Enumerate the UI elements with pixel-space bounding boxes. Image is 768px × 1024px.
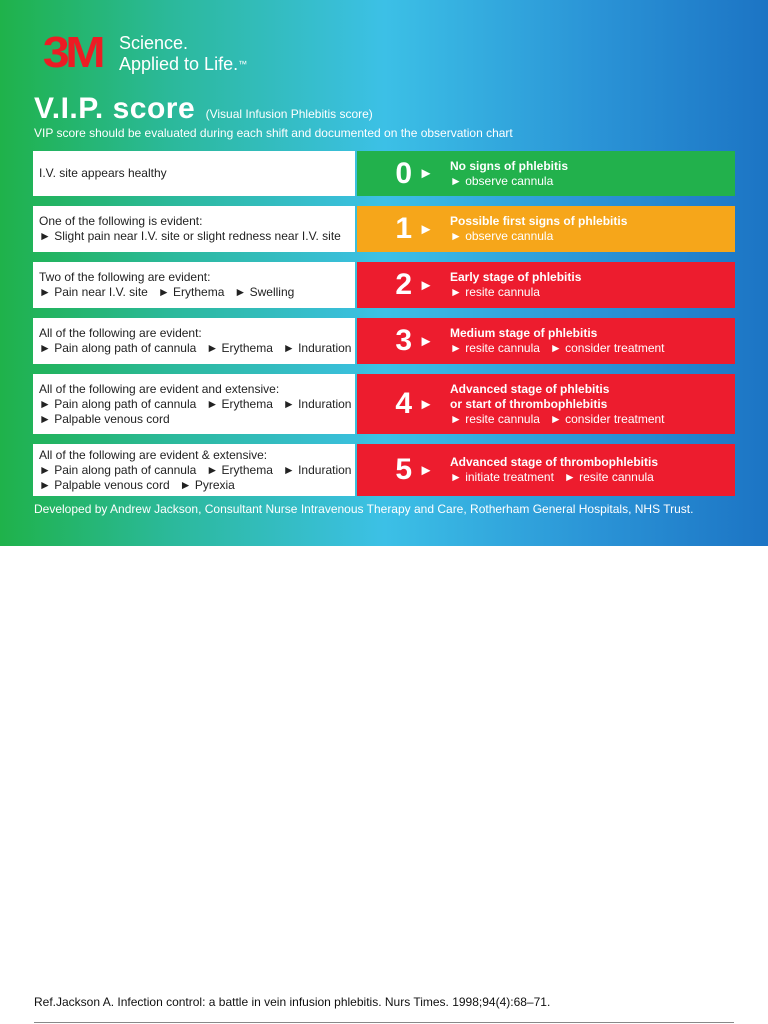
outcome-heading: Advanced stage of phlebitis: [450, 381, 610, 396]
instruction-text: VIP score should be evaluated during each shift and documented on the observation chart: [34, 126, 513, 140]
outcome-action: ► observe cannula: [450, 229, 554, 243]
score-row-0: [33, 151, 735, 196]
score-row-5: [33, 444, 735, 496]
reference-text: Ref.Jackson A. Infection control: a battle in vein infusion phlebitis. Nurs Times. 1998;94(4):68–71.: [34, 995, 551, 1009]
score-row-2: [33, 262, 735, 308]
criteria-line: One of the following is evident:: [39, 214, 203, 228]
outcome-text: [450, 159, 568, 189]
tagline-line-1: Science.: [119, 33, 189, 53]
criteria-line: ► Palpable venous cord ► Pyrexia: [39, 477, 235, 492]
arrow-icon: ►: [418, 276, 434, 294]
criteria-line: All of the following are evident & extensive:: [39, 447, 268, 462]
outcome-cell: [357, 206, 735, 252]
title-subtitle: (Visual Infusion Phlebitis score): [205, 107, 373, 121]
criteria-line: All of the following are evident:: [39, 326, 202, 340]
criteria-cell: [33, 206, 355, 252]
outcome-cell: [357, 444, 735, 496]
outcome-text: [450, 214, 627, 244]
criteria-line: ► Slight pain near I.V. site or slight redness near I.V. site: [39, 229, 341, 243]
outcome-cell: [357, 262, 735, 308]
outcome-text: [450, 382, 665, 427]
outcome-cell: [357, 151, 735, 196]
3m-logo: 3M: [42, 28, 102, 77]
criteria-line: ► Pain near I.V. site ► Erythema ► Swelling: [39, 285, 295, 299]
outcome-text: [450, 270, 581, 300]
footer-divider: [34, 1022, 734, 1023]
score-value: 2: [395, 268, 412, 301]
outcome-action: ► resite cannula: [450, 285, 540, 299]
score-value: 0: [395, 156, 412, 190]
criteria-line: I.V. site appears healthy: [39, 166, 167, 180]
criteria-line: Two of the following are evident:: [39, 270, 211, 284]
arrow-icon: ►: [418, 165, 434, 182]
score-row-4: [33, 374, 735, 434]
arrow-icon: ►: [418, 220, 434, 238]
tagline-line-2: Applied to Life.™: [119, 54, 248, 74]
criteria-cell: [33, 151, 355, 196]
criteria-cell: [33, 444, 355, 496]
outcome-text: [450, 326, 665, 356]
outcome-heading: Early stage of phlebitis: [450, 270, 582, 284]
outcome-heading: Advanced stage of thrombophlebitis: [450, 455, 659, 469]
criteria-line: ► Pain along path of cannula ► Erythema ► Induration: [39, 396, 352, 411]
arrow-icon: ►: [418, 332, 434, 350]
score-row-3: [33, 318, 735, 364]
page-title: [34, 92, 373, 126]
criteria-cell: [33, 374, 355, 434]
criteria-cell: [33, 318, 355, 364]
outcome-heading-line2: or start of thrombophlebitis: [450, 396, 608, 411]
outcome-heading: Possible first signs of phlebitis: [450, 214, 628, 228]
outcome-action: ► resite cannula ► consider treatment: [450, 341, 665, 355]
score-value: 5: [395, 453, 412, 486]
outcome-cell: [357, 374, 735, 434]
score-row-1: [33, 206, 735, 252]
outcome-action: ► observe cannula: [450, 173, 554, 188]
criteria-line: ► Pain along path of cannula ► Erythema ► Induration: [39, 341, 352, 355]
criteria-line: ► Pain along path of cannula ► Erythema ► Induration: [39, 462, 352, 477]
score-value: 3: [395, 324, 412, 357]
criteria-line: ► Palpable venous cord: [39, 411, 170, 426]
arrow-icon: ►: [418, 461, 434, 479]
outcome-action: ► resite cannula ► consider treatment: [450, 411, 665, 426]
arrow-icon: ►: [418, 395, 434, 413]
score-value: 4: [395, 387, 412, 420]
score-value: 1: [395, 212, 412, 245]
criteria-line: All of the following are evident and extensive:: [39, 381, 280, 396]
criteria-cell: [33, 262, 355, 308]
outcome-action: ► initiate treatment ► resite cannula: [450, 470, 654, 484]
outcome-text: [450, 455, 658, 485]
outcome-heading: Medium stage of phlebitis: [450, 326, 598, 340]
outcome-heading: No signs of phlebitis: [450, 158, 569, 173]
credit-text: Developed by Andrew Jackson, Consultant Nurse Intravenous Therapy and Care, Rotherham General Hospitals, NHS Trust.: [34, 502, 694, 516]
brand-tagline: [119, 33, 247, 75]
title-main: V.I.P. score: [34, 92, 196, 125]
outcome-cell: [357, 318, 735, 364]
